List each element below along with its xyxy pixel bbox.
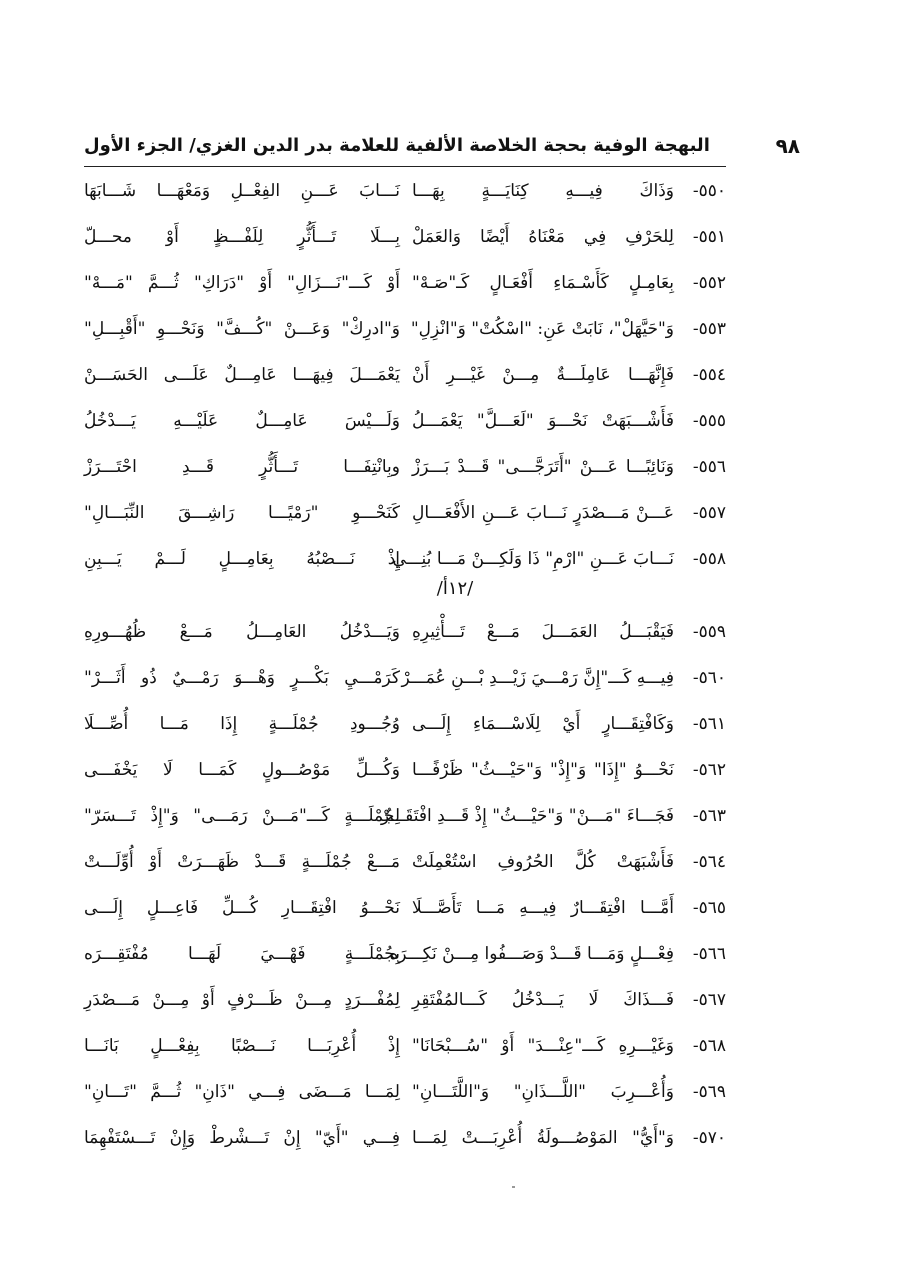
verse-number: ٥٥٢-: [692, 273, 726, 293]
verse-second-hemistich: وَ"ادرِكْ" وَعَـــنْ "كُـــفَّ" وَنَحْـــوِ "أَقْبِـــلِ": [84, 319, 400, 339]
verse-first-hemistich: فِيـــهِ كَـــ"إِنَّ رَمْـــيَ زَيْـــدِ بْـــنِ عُمَـــرْ: [401, 668, 674, 688]
verse-number: ٥٥٤-: [692, 365, 726, 385]
speck: [512, 1186, 515, 1188]
verse-line: [84, 490, 726, 536]
verse-first-hemistich: نَـــابَ عَـــنِ "ارْمِ" ذَا وَلَكِـــنْ مَـــا بُنِـــي: [392, 549, 674, 569]
verse-first-hemistich: فَـــذَاكَ لَا يَـــدْخُلُ كَـــالمُفْتَقِرِ: [412, 990, 674, 1010]
verse-first-hemistich: فِعْـــلٍ وَمَـــا قَـــدْ وَصَـــفُوا مِـــنْ نَكِـــرَه: [389, 944, 674, 964]
verse-first-hemistich: أَمَّـــا افْتِقَـــارٌ فِيـــهِ مَـــا تَأَصَّـــلَا: [412, 898, 674, 918]
verse-first-hemistich: عَـــنْ مَـــصْدَرٍ نَـــابَ عَـــنِ الأَفْعَـــالِ: [412, 503, 674, 523]
verse-second-hemistich: فِـــي "أَيّ" إِنْ تَـــشْرطْ وَإِنْ تَـــسْتَفْهِمَا: [84, 1128, 400, 1148]
verse-number: ٥٧٠-: [692, 1128, 726, 1148]
verse-number: ٥٦٤-: [692, 852, 726, 872]
verse-first-hemistich: فَأَشْـــبَهَتْ نَحْـــوَ "لَعَـــلَّ" يَعْمَـــلُ: [412, 411, 674, 431]
verse-line: [84, 398, 726, 444]
verse-second-hemistich: بِـــلَا تَـــأَثُّرٍ لِلَفْـــظٍ أَوْ محـــلّ: [84, 227, 400, 247]
verse-number: ٥٦٨-: [692, 1036, 726, 1056]
verse-line: [84, 747, 726, 793]
verse-number: ٥٥٥-: [692, 411, 726, 431]
verse-second-hemistich: مَـــعْ جُمْلَـــةٍ قَـــدْ ظَهَـــرَتْ أَوْ أُوِّلَـــتْ: [84, 852, 400, 872]
verse-line: [84, 306, 726, 352]
verse-line: [84, 214, 726, 260]
verse-number: ٥٥٧-: [692, 503, 726, 523]
verse-second-hemistich: كَنَحْـــوِ "رَمْيًـــا رَاشِـــقَ النِّبَـــالِ": [84, 503, 400, 523]
verse-number: ٥٥٣-: [692, 319, 726, 339]
verse-first-hemistich: وَغَيْـــرِهِ كَـــ"عِنْـــدَ" أَوْ "سُـــبْحَانَا": [412, 1036, 674, 1056]
verse-second-hemistich: وَكُـــلِّ مَوْصُـــولٍ كَمَـــا لَا يَخْفَـــى: [84, 760, 400, 780]
verse-line: [84, 1023, 726, 1069]
verse-number: ٥٦٥-: [692, 898, 726, 918]
verse-line: [84, 655, 726, 701]
verse-number: ٥٦٢-: [692, 760, 726, 780]
verse-number: ٥٦٩-: [692, 1082, 726, 1102]
verse-second-hemistich: لِمُفْـــرَدٍ مِـــنْ ظَـــرْفٍ أَوْ مِـــنْ مَـــصْدَرِ: [84, 990, 400, 1010]
verse-line: [84, 352, 726, 398]
verse-line: [84, 609, 726, 655]
verse-line: [84, 168, 726, 214]
verse-first-hemistich: وَ"أَيُّ" المَوْصُـــولَةُ أُعْرِبَـــتْ لِمَـــا: [412, 1128, 674, 1148]
verse-second-hemistich: لِجُمْلَـــةٍ كَـــ"مَـــنْ رَمَـــى" وَ"إِذْ تَـــسَرّ": [84, 806, 400, 826]
page-number: ٩٨: [775, 134, 800, 158]
verse-second-hemistich: إِذْ أُعْرِبَـــا نَـــصْبًا بِفِعْـــلٍ بَانَـــا: [84, 1036, 400, 1056]
header-title: البهجة الوفية بحجة الخلاصة الألفية للعلامة بدر الدين الغزي/ الجزء الأول: [84, 135, 710, 156]
verse-second-hemistich: وبِانْتِفَـــا تَـــأَثُّرٍ قَـــدِ احْتَـــرَزْ: [84, 457, 400, 477]
verse-number: ٥٦١-: [692, 714, 726, 734]
verse-number: ٥٦٧-: [692, 990, 726, 1010]
header-rule: [84, 166, 726, 167]
verse-first-hemistich: وَذَاكَ فِيـــهِ كِنَايَـــةٍ بِهَـــا: [412, 181, 674, 201]
verse-line: [84, 260, 726, 306]
folio-mark: /١٢أ/: [436, 578, 474, 599]
verse-first-hemistich: وَنَائِبًـــا عَـــنْ "أَتَرَجَّـــى" قَـــدْ بَـــرَزْ: [412, 457, 674, 477]
verse-line: [84, 701, 726, 747]
verse-second-hemistich: وُجُـــودِ جُمْلَـــةٍ إِذَا مَـــا أُصِّـــلَا: [84, 714, 400, 734]
verse-second-hemistich: نَـــابَ عَـــنِ الفِعْــلِ وَمَعْهَـــا شَـــابَهَا: [84, 181, 400, 201]
verse-line: [84, 444, 726, 490]
verse-block-top: [84, 168, 726, 582]
verse-first-hemistich: فَأَشْبَهَتْ كُلَّ الحُرُوفِ اسْتُعْمِلَتْ: [412, 852, 674, 872]
verse-second-hemistich: بِجُمْلَـــةٍ فَهْـــيَ لَهَـــا مُفْتَقِـــرَه: [84, 944, 400, 964]
verse-line: [84, 793, 726, 839]
verse-number: ٥٥٨-: [692, 549, 726, 569]
verse-line: [84, 885, 726, 931]
verse-block-bottom: [84, 609, 726, 1161]
verse-line: [84, 1115, 726, 1161]
verse-number: ٥٥١-: [692, 227, 726, 247]
running-header: [84, 128, 712, 164]
verse-second-hemistich: إِذْ نَـــصْبُهُ بِعَامِـــلٍ لَـــمْ يَـــبِنِ: [84, 549, 400, 569]
verse-line: [84, 977, 726, 1023]
verse-second-hemistich: يَعْمَـــلَ فِيهَـــا عَامِـــلٌ عَلَـــى الحَسَـــنْ: [84, 365, 400, 385]
verse-number: ٥٥٩-: [692, 622, 726, 642]
verse-second-hemistich: نَحْـــوُ افْتِقَـــارِ كُـــلِّ فَاعِـــلٍ إِلَـــى: [84, 898, 400, 918]
verse-second-hemistich: لِمَـــا مَـــضَى فِـــي "ذَانِ" ثُـــمَّ "تَـــانِ": [84, 1082, 400, 1102]
verse-first-hemistich: وَكَافْتِقَـــارٍ أَيْ لِلَاسْـــمَاءِ إِلَـــى: [412, 714, 674, 734]
verse-first-hemistich: فَإِنَّهَـــا عَامِلَـــةٌ مِـــنْ غَيْـــرِ أَنْ: [412, 365, 674, 385]
verse-number: ٥٦٦-: [692, 944, 726, 964]
verse-first-hemistich: وَ"حَيَّهَلْ"، نَابَتْ عَنِ: "اسْكُتْ" وَ"انْزِلِ": [410, 319, 674, 339]
verse-number: ٥٥٠-: [692, 181, 726, 201]
verse-first-hemistich: نَحْـــوُ "إِذَا" وَ"إِذْ" وَ"حَيْـــثُ" ظَرْفًـــا: [412, 760, 674, 780]
verse-number: ٥٦٠-: [692, 668, 726, 688]
verse-second-hemistich: وَيَـــدْخُلُ العَامِـــلُ مَـــعْ ظُهُـــورِهِ: [84, 622, 400, 642]
verse-first-hemistich: بِعَامِـلٍ كَأَسْـمَاءِ أَفْعَـالٍ كَـ"صَـهْ": [412, 273, 674, 293]
verse-first-hemistich: لِلحَرْفِ فِي مَعْنَاهُ أَيْضًا وَالعَمَلْ: [412, 227, 674, 247]
verse-line: [84, 931, 726, 977]
verse-line: [84, 1069, 726, 1115]
verse-first-hemistich: فَيَقْبَـــلُ العَمَـــلَ مَـــعْ تَـــأْثِيرِهِ: [412, 622, 674, 642]
verse-second-hemistich: كَرَمْـــيِ بَكْـــرٍ وَهْـــوَ رَمْـــيٌ ذُو أَثَـــرْ": [84, 668, 400, 688]
verse-number: ٥٥٦-: [692, 457, 726, 477]
verse-second-hemistich: وَلَـــيْسَ عَامِـــلٌ عَلَيْـــهِ يَـــدْخُلُ: [84, 411, 400, 431]
verse-number: ٥٦٣-: [692, 806, 726, 826]
verse-first-hemistich: فَجَـــاءَ "مَـــنْ" وَ"حَيْـــثُ" إِذْ قَـــدِ افْتَقَـــرْ: [380, 806, 674, 826]
verse-second-hemistich: أَوْ كَـــ"نَـــزَالِ" أَوْ "دَرَاكِ" ثُـــمَّ "مَـــهْ": [84, 273, 400, 293]
verse-first-hemistich: وَأُعْـــرِبَ "اللَّـــذَانِ" وَ"اللَّتَـــانِ": [412, 1082, 674, 1102]
verse-line: [84, 839, 726, 885]
